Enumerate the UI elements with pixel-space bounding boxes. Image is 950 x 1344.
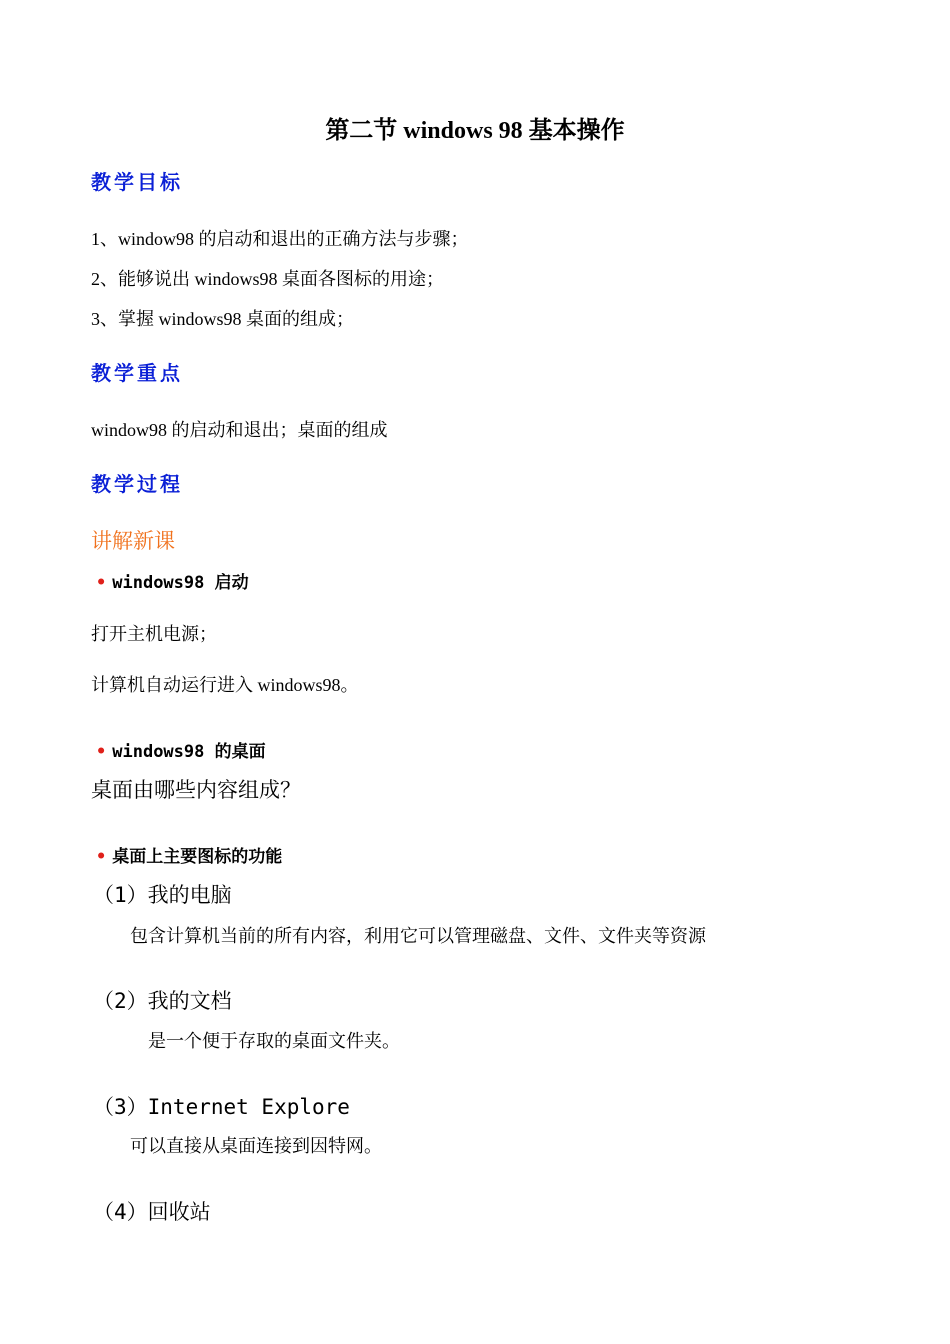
icons-bullet-item xyxy=(96,842,282,867)
bullet-icon: • xyxy=(96,573,107,593)
desktop-bullet-item xyxy=(96,737,266,762)
startup-label: windows98 启动 xyxy=(112,573,249,593)
icon-item-2-desc: 是一个便于存取的桌面文件夹。 xyxy=(148,1031,400,1051)
bullet-icon: • xyxy=(96,847,107,867)
icon-item-2-title: （2）我的文档 xyxy=(93,989,232,1013)
document-title: 第二节 windows 98 基本操作 xyxy=(325,118,625,144)
objective-item-1: 1、window98 的启动和退出的正确方法与步骤； xyxy=(91,229,469,249)
key-points-text: window98 的启动和退出；桌面的组成 xyxy=(91,420,388,440)
icon-item-1-title: （1）我的电脑 xyxy=(93,883,232,907)
icon-item-4-title: （4）回收站 xyxy=(93,1200,211,1224)
objective-item-2: 2、能够说出 windows98 桌面各图标的用途； xyxy=(91,269,445,289)
startup-bullet-item xyxy=(96,568,249,593)
desktop-question: 桌面由哪些内容组成？ xyxy=(91,778,301,802)
objective-item-3: 3、掌握 windows98 桌面的组成； xyxy=(91,309,355,329)
icon-item-3-title: （3）Internet Explore xyxy=(93,1095,350,1119)
new-lesson-subheading: 讲解新课 xyxy=(91,529,175,553)
startup-line-1: 打开主机电源； xyxy=(91,624,217,644)
icons-label: 桌面上主要图标的功能 xyxy=(112,847,283,867)
objectives-heading: 教学目标 xyxy=(91,170,183,194)
startup-line-2: 计算机自动运行进入 windows98。 xyxy=(91,675,359,695)
desktop-label: windows98 的桌面 xyxy=(112,742,266,762)
key-points-heading: 教学重点 xyxy=(91,361,183,385)
process-heading: 教学过程 xyxy=(91,472,183,496)
bullet-icon: • xyxy=(96,742,107,762)
icon-item-3-desc: 可以直接从桌面连接到因特网。 xyxy=(130,1136,382,1156)
icon-item-1-desc: 包含计算机当前的所有内容，利用它可以管理磁盘、文件、文件夹等资源 xyxy=(130,926,706,946)
